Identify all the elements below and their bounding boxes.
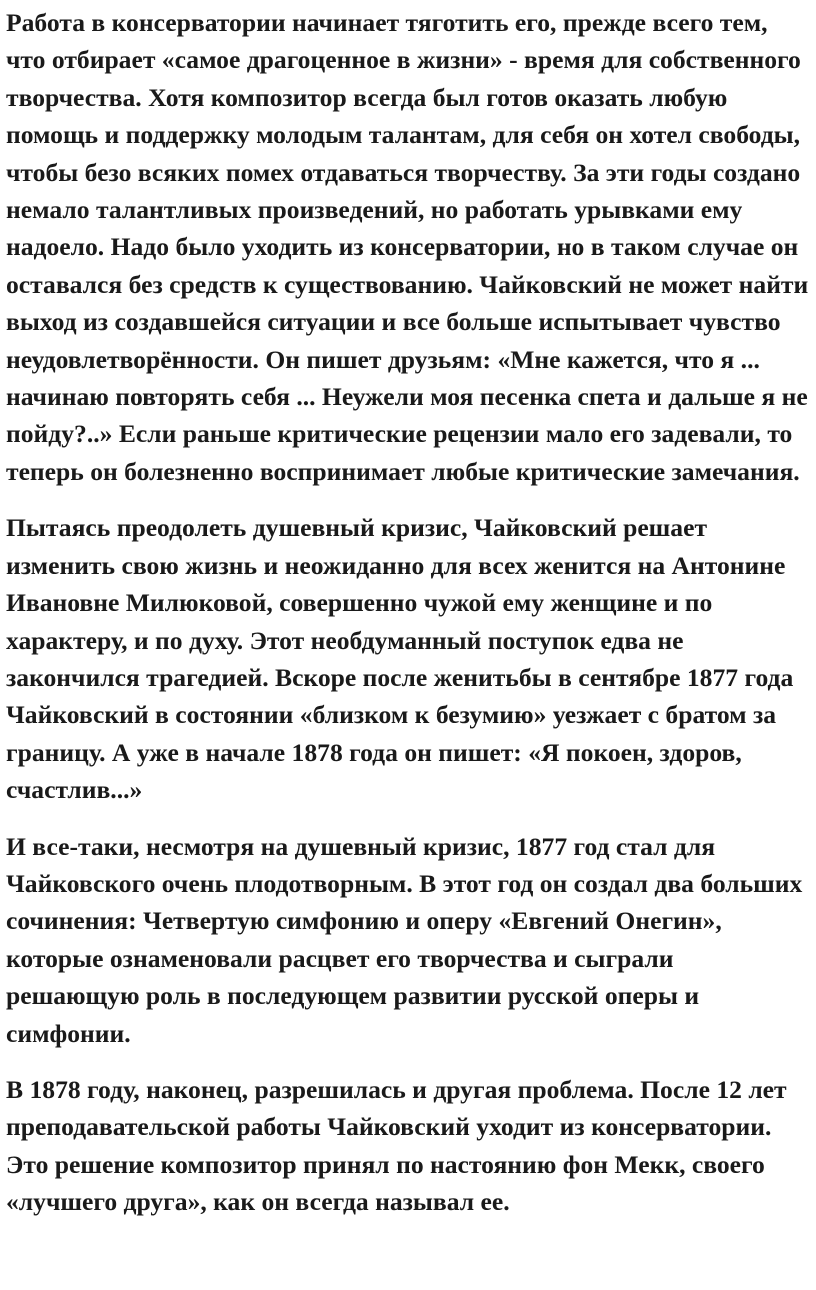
paragraph-marriage: Пытаясь преодолеть душевный кризис, Чайковский решает изменить свою жизнь и неожиданно для всех женится на Антонине Ивановне Милюковой, совершенно чужой ему женщине и по характеру, и по духу. Этот необдуманный поступок едва не закончился трагедией. Вскоре после женитьбы в сентябре 1877 года Чайковский в состоянии «близком к безумию» уезжает с братом за границу. А уже в начале 1878 года он пишет: «Я покоен, здоров, счастлив...» bbox=[6, 513, 794, 805]
paragraph-conservatory: Работа в консерватории начинает тяготить его, прежде всего тем, что отбирает «самое драгоценное в жизни» - время для собственного творчества. Хотя композитор всегда был готов оказать любую помощь и поддержку молодым талантам, для себя он хотел свободы, чтобы безо всяких помех отдаваться творчеству. За эти годы создано немало талантливых произведений, но работать урывками ему надоело. Надо было уходить из консерватории, но в таком случае он оставался без средств к существованию. Чайковский не может найти выход из создавшейся ситуации и все больше испытывает чувство неудовлетворённости. Он пишет друзьям: «Мне кажется, что я ... начинаю повторять себя ... Неужели моя песенка спета и дальше я не пойду?..» Если раньше критические рецензии мало его задевали, то теперь он болезненно воспринимает любые критические замечания. bbox=[6, 8, 809, 486]
paragraph-1877-works: И все-таки, несмотря на душевный кризис, 1877 год стал для Чайковского очень плодотворным. В этот год он создал два больших сочинения: Четвертую симфонию и оперу «Евгений Онегин», которые ознаменовали расцвет его творчества и сыграли решающую роль в последующем развитии русской оперы и симфонии. bbox=[6, 831, 803, 1048]
paragraph-1878-departure: В 1878 году, наконец, разрешилась и другая проблема. После 12 лет преподавательской работы Чайковский уходит из консерватории. Это решение композитор принял по настоянию фон Мекк, своего «лучшего друга», как он всегда называл ее. bbox=[6, 1074, 787, 1217]
